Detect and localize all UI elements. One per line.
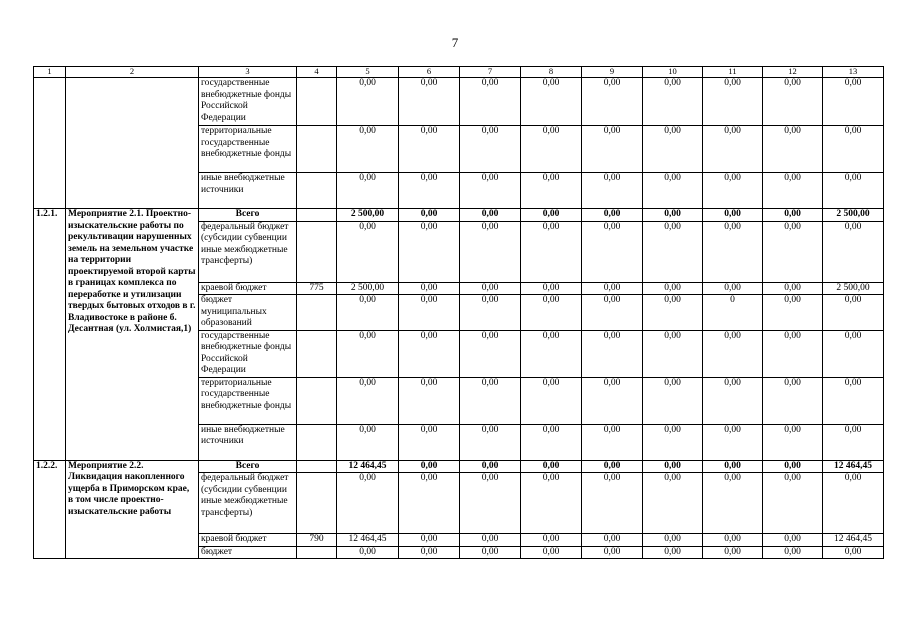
value-cell: 0,00: [643, 473, 703, 534]
measure-number: 1.2.1.: [34, 209, 66, 461]
funding-source-cell: государственные внебюджетные фонды Российской Федерации: [199, 330, 297, 377]
value-cell: 0,00: [823, 546, 884, 559]
value-cell: 0,00: [643, 282, 703, 295]
funding-source-cell: территориальные государственные внебюджетные фонды: [199, 126, 297, 173]
value-cell: 0,00: [703, 78, 763, 126]
value-cell: 0,00: [399, 546, 460, 559]
value-cell: 0,00: [399, 295, 460, 331]
header-cell: 4: [297, 67, 337, 78]
value-cell: 0,00: [521, 473, 582, 534]
value-cell: 0,00: [703, 221, 763, 282]
value-cell: 0,00: [337, 126, 399, 173]
value-cell: 0,00: [823, 126, 884, 173]
value-cell: 0,00: [763, 126, 823, 173]
budget-code-cell: [297, 424, 337, 460]
value-cell: 0,00: [521, 460, 582, 473]
funding-source-cell: иные внебюджетные источники: [199, 424, 297, 460]
value-cell: 0,00: [399, 460, 460, 473]
value-cell: 0,00: [703, 377, 763, 424]
value-cell: 0,00: [582, 282, 643, 295]
value-cell: 0,00: [703, 173, 763, 209]
value-cell: 0,00: [399, 78, 460, 126]
header-cell: 1: [34, 67, 66, 78]
value-cell: 0,00: [703, 330, 763, 377]
value-cell: 0,00: [643, 78, 703, 126]
header-cell: 12: [763, 67, 823, 78]
value-cell: 12 464,45: [823, 460, 884, 473]
funding-source-cell: федеральный бюджет (субсидии субвенции иные межбюджетные трансферты): [199, 473, 297, 534]
value-cell: 0,00: [399, 282, 460, 295]
value-cell: 0,00: [399, 424, 460, 460]
budget-table: [33, 66, 884, 559]
value-cell: 0,00: [460, 473, 521, 534]
value-cell: 0,00: [337, 330, 399, 377]
value-cell: 0,00: [703, 126, 763, 173]
budget-code-cell: [297, 473, 337, 534]
funding-source-cell: Всего: [199, 209, 297, 222]
funding-source-cell: государственные внебюджетные фонды Российской Федерации: [199, 78, 297, 126]
value-cell: 0,00: [460, 221, 521, 282]
value-cell: 0,00: [521, 295, 582, 331]
value-cell: 0,00: [582, 126, 643, 173]
value-cell: 0,00: [521, 78, 582, 126]
value-cell: 0,00: [399, 221, 460, 282]
header-cell: 11: [703, 67, 763, 78]
value-cell: 0,00: [823, 473, 884, 534]
header-cell: 2: [66, 67, 199, 78]
value-cell: 0,00: [337, 221, 399, 282]
value-cell: 0,00: [823, 330, 884, 377]
value-cell: 0,00: [763, 78, 823, 126]
measure-name-cell: [66, 78, 199, 209]
value-cell: 2 500,00: [337, 282, 399, 295]
value-cell: 0,00: [399, 330, 460, 377]
value-cell: 0,00: [582, 78, 643, 126]
funding-source-cell: федеральный бюджет (субсидии субвенции иные межбюджетные трансферты): [199, 221, 297, 282]
value-cell: 12 464,45: [337, 460, 399, 473]
value-cell: 0,00: [582, 221, 643, 282]
value-cell: 0,00: [399, 173, 460, 209]
measure-number-cell: [34, 78, 66, 209]
value-cell: 0,00: [460, 209, 521, 222]
value-cell: 0,00: [337, 546, 399, 559]
value-cell: 0,00: [703, 282, 763, 295]
value-cell: 0,00: [521, 377, 582, 424]
value-cell: 0,00: [763, 473, 823, 534]
value-cell: 0,00: [521, 546, 582, 559]
funding-source-cell: бюджет: [199, 546, 297, 559]
budget-code-cell: 790: [297, 534, 337, 547]
header-cell: 3: [199, 67, 297, 78]
value-cell: 0,00: [823, 78, 884, 126]
funding-source-cell: краевой бюджет: [199, 534, 297, 547]
measure-name: Мероприятие 2.2. Ликвидация накопленного ущерба в Приморском крае, в том числе проектно-изыскательские работы: [66, 460, 199, 559]
value-cell: 0,00: [763, 330, 823, 377]
value-cell: 0,00: [521, 173, 582, 209]
value-cell: 0,00: [763, 424, 823, 460]
header-cell: 6: [399, 67, 460, 78]
value-cell: 0,00: [337, 295, 399, 331]
value-cell: 0,00: [763, 173, 823, 209]
value-cell: 0,00: [643, 126, 703, 173]
value-cell: 0,00: [643, 460, 703, 473]
value-cell: 0: [703, 295, 763, 331]
value-cell: 0,00: [823, 295, 884, 331]
value-cell: 0,00: [703, 209, 763, 222]
value-cell: 0,00: [521, 126, 582, 173]
value-cell: 0,00: [582, 460, 643, 473]
value-cell: 0,00: [460, 126, 521, 173]
value-cell: 2 500,00: [337, 209, 399, 222]
value-cell: 0,00: [703, 534, 763, 547]
value-cell: 0,00: [643, 330, 703, 377]
value-cell: 0,00: [582, 295, 643, 331]
value-cell: 0,00: [460, 78, 521, 126]
value-cell: 0,00: [337, 173, 399, 209]
value-cell: 0,00: [582, 173, 643, 209]
value-cell: 0,00: [823, 221, 884, 282]
value-cell: 0,00: [399, 377, 460, 424]
value-cell: 0,00: [460, 424, 521, 460]
value-cell: 0,00: [460, 377, 521, 424]
value-cell: 0,00: [460, 330, 521, 377]
value-cell: 0,00: [582, 209, 643, 222]
value-cell: 0,00: [763, 282, 823, 295]
value-cell: 0,00: [823, 377, 884, 424]
value-cell: 0,00: [399, 209, 460, 222]
budget-code-cell: [297, 295, 337, 331]
value-cell: 0,00: [337, 377, 399, 424]
value-cell: 0,00: [582, 473, 643, 534]
value-cell: 0,00: [582, 377, 643, 424]
measure-name: Мероприятие 2.1. Проектно-изыскательские работы по рекультивации нарушенных земель на земельном участке на территории проектируемой второй карты в границах комплекса по переработке и утилизации твердых бытовых отходов в г. Владивостоке в районе б. Десантная (ул. Холмистая,1): [66, 209, 199, 461]
value-cell: 0,00: [582, 330, 643, 377]
value-cell: 0,00: [460, 295, 521, 331]
value-cell: 0,00: [823, 424, 884, 460]
value-cell: 0,00: [763, 534, 823, 547]
value-cell: 0,00: [823, 173, 884, 209]
value-cell: 12 464,45: [337, 534, 399, 547]
value-cell: 0,00: [460, 282, 521, 295]
table-row: [34, 209, 884, 222]
measure-number: 1.2.2.: [34, 460, 66, 559]
value-cell: 0,00: [643, 377, 703, 424]
value-cell: 0,00: [460, 173, 521, 209]
value-cell: 12 464,45: [823, 534, 884, 547]
value-cell: 0,00: [763, 460, 823, 473]
table-row: [34, 78, 884, 126]
value-cell: 0,00: [521, 221, 582, 282]
budget-code-cell: [297, 377, 337, 424]
value-cell: 0,00: [399, 126, 460, 173]
value-cell: 0,00: [643, 295, 703, 331]
header-cell: 5: [337, 67, 399, 78]
budget-code-cell: [297, 546, 337, 559]
value-cell: 0,00: [643, 534, 703, 547]
value-cell: 0,00: [337, 424, 399, 460]
value-cell: 0,00: [337, 473, 399, 534]
value-cell: 2 500,00: [823, 209, 884, 222]
budget-code-cell: [297, 221, 337, 282]
value-cell: 0,00: [763, 546, 823, 559]
value-cell: 0,00: [643, 221, 703, 282]
header-cell: 9: [582, 67, 643, 78]
page-number: 7: [451, 35, 459, 50]
budget-code-cell: 775: [297, 282, 337, 295]
value-cell: 0,00: [460, 460, 521, 473]
value-cell: 0,00: [521, 209, 582, 222]
value-cell: 0,00: [582, 534, 643, 547]
budget-code-cell: [297, 173, 337, 209]
header-cell: 8: [521, 67, 582, 78]
value-cell: 0,00: [763, 221, 823, 282]
value-cell: 2 500,00: [823, 282, 884, 295]
value-cell: 0,00: [703, 424, 763, 460]
value-cell: 0,00: [763, 377, 823, 424]
funding-source-cell: Всего: [199, 460, 297, 473]
header-row: [34, 67, 884, 78]
budget-code-cell: [297, 126, 337, 173]
funding-source-cell: бюджет муниципальных образований: [199, 295, 297, 331]
value-cell: 0,00: [703, 473, 763, 534]
value-cell: 0,00: [460, 546, 521, 559]
header-cell: 13: [823, 67, 884, 78]
value-cell: 0,00: [763, 209, 823, 222]
value-cell: 0,00: [521, 534, 582, 547]
table-row: [34, 460, 884, 473]
value-cell: 0,00: [582, 424, 643, 460]
budget-code-cell: [297, 209, 337, 222]
value-cell: 0,00: [399, 534, 460, 547]
value-cell: 0,00: [460, 534, 521, 547]
value-cell: 0,00: [399, 473, 460, 534]
budget-code-cell: [297, 78, 337, 126]
header-cell: 10: [643, 67, 703, 78]
value-cell: 0,00: [337, 78, 399, 126]
funding-source-cell: иные внебюджетные источники: [199, 173, 297, 209]
value-cell: 0,00: [643, 424, 703, 460]
value-cell: 0,00: [643, 546, 703, 559]
header-cell: 7: [460, 67, 521, 78]
budget-code-cell: [297, 460, 337, 473]
value-cell: 0,00: [643, 209, 703, 222]
budget-code-cell: [297, 330, 337, 377]
value-cell: 0,00: [703, 460, 763, 473]
value-cell: 0,00: [521, 424, 582, 460]
funding-source-cell: территориальные государственные внебюджетные фонды: [199, 377, 297, 424]
value-cell: 0,00: [521, 282, 582, 295]
value-cell: 0,00: [582, 546, 643, 559]
value-cell: 0,00: [643, 173, 703, 209]
value-cell: 0,00: [703, 546, 763, 559]
value-cell: 0,00: [521, 330, 582, 377]
value-cell: 0,00: [763, 295, 823, 331]
funding-source-cell: краевой бюджет: [199, 282, 297, 295]
